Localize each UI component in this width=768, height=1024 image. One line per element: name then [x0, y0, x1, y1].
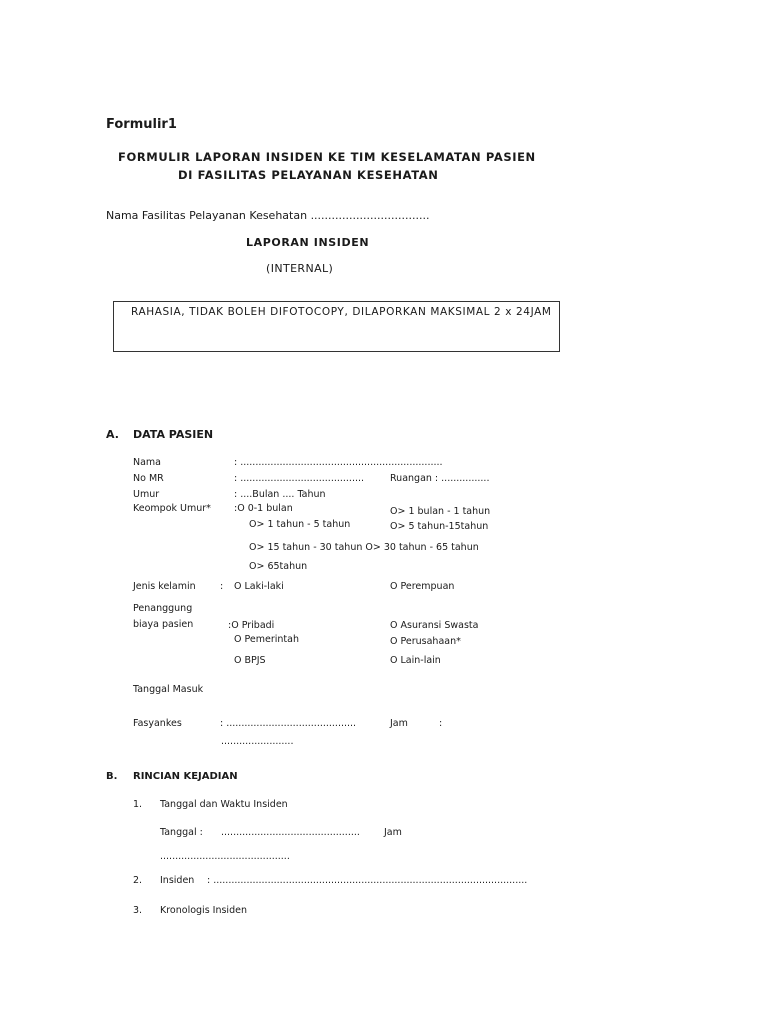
confidential-notice: RAHASIA, TIDAK BOLEH DIFOTOCOPY, DILAPORKAN MAKSIMAL 2 x 24JAM	[131, 306, 552, 318]
tanggal-field[interactable]: ..............................................	[221, 827, 360, 838]
section-b-title: RINCIAN KEJADIAN	[133, 771, 238, 782]
age-option-1bulan-1tahun[interactable]: O> 1 bulan - 1 tahun	[390, 506, 491, 517]
item-3-label: Kronologis Insiden	[160, 905, 247, 916]
form-title-line1: FORMULIR LAPORAN INSIDEN KE TIM KESELAMATAN PASIEN	[118, 150, 536, 164]
umur-label: Umur	[133, 489, 160, 500]
incident-jam-label: Jam	[384, 827, 402, 838]
nomr-field[interactable]: : .........................................	[234, 473, 365, 484]
payment-option-bpjs[interactable]: O BPJS	[234, 655, 266, 666]
fasyankes-field[interactable]: : ...........................................	[220, 718, 357, 729]
age-option-1-5-tahun[interactable]: O> 1 tahun - 5 tahun	[249, 519, 351, 530]
item-1-number: 1.	[133, 799, 143, 810]
insiden-field[interactable]: : ........................................................................................................	[207, 875, 528, 886]
item-2-label: Insiden	[160, 875, 195, 886]
report-subtitle: (INTERNAL)	[266, 262, 334, 275]
report-title: LAPORAN INSIDEN	[246, 236, 370, 249]
penanggung-label: Penanggung	[133, 603, 193, 614]
facility-name-field: Nama Fasilitas Pelayanan Kesehatan ..................................	[106, 209, 430, 222]
section-a-title: DATA PASIEN	[133, 428, 214, 441]
jenis-kelamin-label: Jenis kelamin	[133, 581, 196, 592]
nama-label: Nama	[133, 457, 162, 468]
fasyankes-field-cont[interactable]: ........................	[221, 736, 294, 747]
payment-option-asuransi[interactable]: O Asuransi Swasta	[390, 620, 479, 631]
section-b-letter: B.	[106, 771, 118, 782]
item-2-number: 2.	[133, 875, 143, 886]
kelompok-umur-label: Keompok Umur*	[133, 503, 211, 514]
biaya-pasien-label: biaya pasien	[133, 619, 194, 630]
age-option-0-1-bulan[interactable]: :O 0-1 bulan	[234, 503, 293, 514]
item-1-label: Tanggal dan Waktu Insiden	[160, 799, 288, 810]
age-option-15-65-tahun[interactable]: O> 15 tahun - 30 tahun O> 30 tahun - 65 tahun	[249, 542, 479, 553]
tanggal-masuk-label: Tanggal Masuk	[133, 684, 204, 695]
payment-option-pribadi[interactable]: :O Pribadi	[228, 620, 275, 631]
form-label: Formulir1	[106, 117, 177, 132]
gender-option-female[interactable]: O Perempuan	[390, 581, 455, 592]
section-a-letter: A.	[106, 428, 119, 441]
age-option-5-15-tahun[interactable]: O> 5 tahun-15tahun	[390, 521, 489, 532]
form-title-line2: DI FASILITAS PELAYANAN KESEHATAN	[178, 168, 439, 182]
nomr-label: No MR	[133, 473, 164, 484]
payment-option-perusahaan[interactable]: O Perusahaan*	[390, 636, 461, 647]
fasyankes-label: Fasyankes	[133, 718, 182, 729]
jam-colon: :	[439, 718, 443, 729]
jenis-kelamin-colon: :	[220, 581, 224, 592]
jam-label: Jam	[390, 718, 408, 729]
gender-option-male[interactable]: O Laki-laki	[234, 581, 284, 592]
item-3-number: 3.	[133, 905, 143, 916]
umur-field[interactable]: : ....Bulan .... Tahun	[234, 489, 326, 500]
tanggal-field-cont[interactable]: ...........................................	[160, 851, 290, 862]
payment-option-lain[interactable]: O Lain-lain	[390, 655, 441, 666]
age-option-65-tahun[interactable]: O> 65tahun	[249, 561, 308, 572]
tanggal-label: Tanggal :	[160, 827, 203, 838]
nama-field[interactable]: : ...................................................................	[234, 457, 443, 468]
ruangan-field[interactable]: Ruangan : ................	[390, 473, 490, 484]
payment-option-pemerintah[interactable]: O Pemerintah	[234, 634, 299, 645]
